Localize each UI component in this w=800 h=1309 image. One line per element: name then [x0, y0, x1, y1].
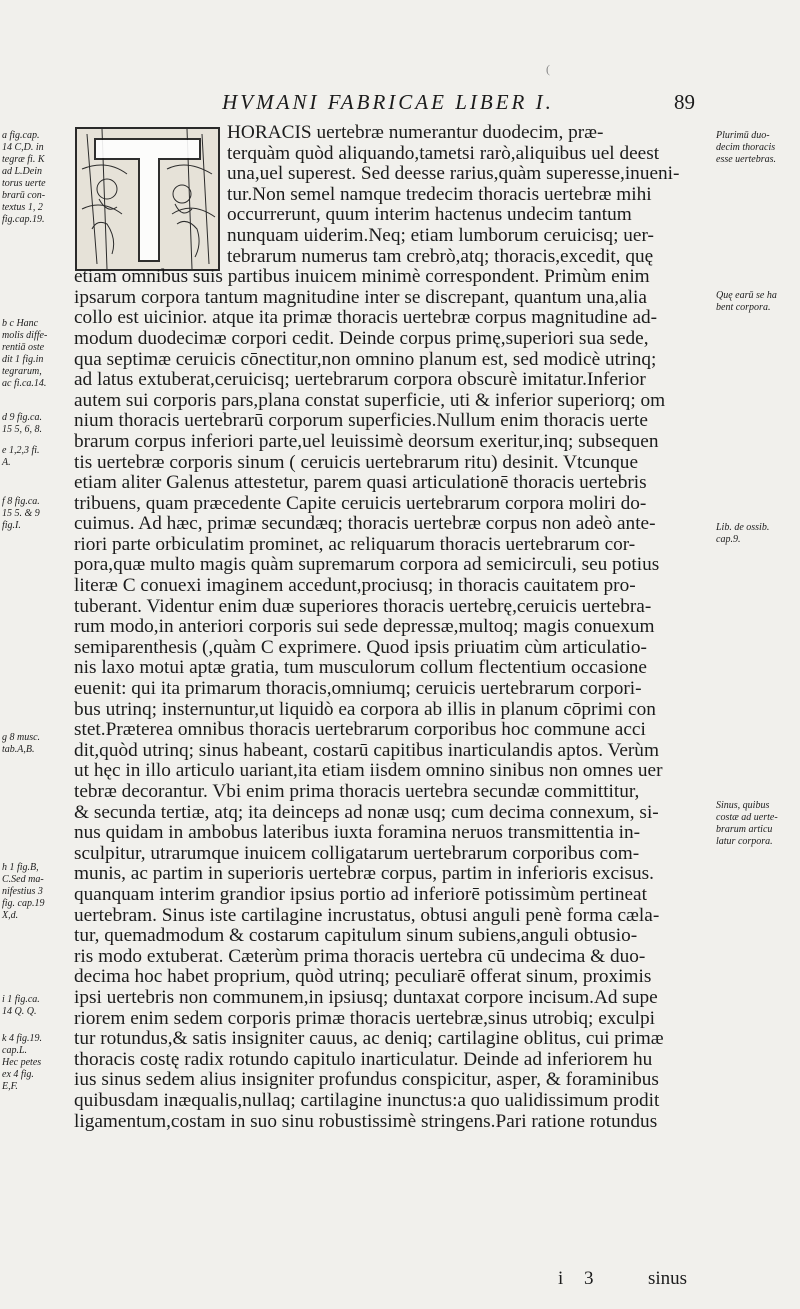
- marginal-note: [2, 862, 72, 922]
- marginal-note-line: tegræ fi. K: [2, 154, 45, 165]
- marginal-note-line: costæ ad uerte-: [716, 812, 778, 823]
- text-line: ligamentum,costam in suo sinu robustissimè stringens.Pari ratione rotundus: [74, 1111, 658, 1132]
- text-line: riori parte orbiculatim prominet, ac reliquarum thoracis uertebrarum cor-: [74, 534, 636, 555]
- marginal-note: [716, 522, 796, 546]
- text-line: brarum corpus inferiori parte,uel leuissimè deorsum exeritur,inq; subsequen: [74, 431, 659, 452]
- marginal-note-line: d 9 fig.ca.: [2, 412, 42, 423]
- text-line: qua septimæ ceruicis cōnectitur,non omnino planum est, sed modicè utrinq;: [74, 349, 657, 370]
- marginal-note-line: i 1 fig.ca.: [2, 994, 40, 1005]
- marginal-note-line: h 1 fig.B,: [2, 862, 39, 873]
- text-line: tur.Non semel namque tredecim thoracis uertebræ mihi: [227, 184, 652, 205]
- text-line: etiam aliter Galenus attestetur, parem quasi articulationē thoracis uertebris: [74, 473, 647, 494]
- text-line: thoracis costę radix rotundo capitulo inarticulatur. Deinde ad inferiorem hu: [74, 1049, 653, 1070]
- text-line: nium thoracis uertebrarū corporum superficies.Nullum enim thoracis uerte: [74, 411, 648, 432]
- marginal-note: [2, 732, 72, 756]
- marginal-note: [716, 290, 796, 314]
- marginal-note-line: molis diffe-: [2, 330, 48, 341]
- text-line: etiam omnibus suis partibus inuicem minimè correspondent. Primùm enim: [74, 267, 650, 288]
- marginal-note-line: X,d.: [2, 910, 19, 921]
- marginal-note-line: g 8 musc.: [2, 732, 41, 743]
- marginal-note-line: ad L.Dein: [2, 166, 42, 177]
- marginal-note: [2, 445, 72, 469]
- text-line: dit,quòd utrinq; sinus habeant, costarū capitibus inarticulandis aptos. Verùm: [74, 740, 659, 761]
- page-number: 89: [674, 90, 695, 114]
- marginal-note-line: 15 5. & 9: [2, 508, 40, 519]
- marginal-note-line: brarū con-: [2, 190, 46, 201]
- text-line: rum modo,in anteriori corporis sui sede depressæ,multoq; magis conuexum: [74, 617, 655, 638]
- text-line: semiparenthesis (,quàm C exprimere. Quod ipsis priuatim cùm articulatio-: [74, 637, 647, 658]
- text-line: stet.Præterea omnibus thoracis uertebrarum corporibus hoc commune acci: [74, 720, 646, 741]
- text-line: decima hoc habet proprium, quòd utrinq; peculiarē offerat sinum, proximis: [74, 967, 652, 988]
- text-line: tur rotundus,& satis insigniter cauus, ac deniq; cartilagine oblitus, cui primæ: [74, 1029, 664, 1050]
- marginal-note-line: fig.cap.19.: [2, 214, 45, 225]
- text-line: ut hęc in illo articulo uariant,ita etiam iisdem omnino sinibus non omnes uer: [74, 761, 663, 782]
- text-line: quibusdam inæqualis,nullaq; cartilagine inunctus:a quo ualidissimum prodit: [74, 1090, 660, 1111]
- marginal-note-line: Hec petes: [2, 1057, 42, 1068]
- marginal-note-line: Plurimū duo-: [716, 130, 770, 141]
- main-text: [74, 123, 710, 1132]
- marginal-note-line: ac fi.ca.14.: [2, 378, 47, 389]
- marginal-note-line: E,F.: [2, 1081, 18, 1092]
- text-line: HORACIS uertebræ numerantur duodecim, præ-: [227, 123, 604, 143]
- text-line: sculpitur, utrarumque inuicem colligatarum uertebrarum corporibus com-: [74, 843, 640, 864]
- marginal-note-line: rentiā oste: [2, 342, 45, 353]
- text-line: ad latus extuberat,ceruicisq; uertebrarum corpora obscurè imitatur.Inferior: [74, 370, 646, 391]
- text-line: ipsi uertebris non communem,in ipsiusq; duntaxat corpore incisum.Ad supe: [74, 987, 658, 1008]
- marginal-note-line: tegrarum,: [2, 366, 42, 377]
- text-line: cuimus. Ad hæc, primæ secundæq; thoracis uertebræ corpus non adeò ante-: [74, 514, 656, 535]
- text-line: tebrarum numerus tam crebrò,atq; thoracis,excedit, quę: [227, 246, 654, 267]
- marginal-note-line: brarum articu: [716, 824, 773, 835]
- text-line: nis laxo motui aptæ gratia, tum musculorum collum flectentium occasione: [74, 658, 647, 679]
- text-line: munis, ac partim in superioris uertebræ corpus, partim in inferioris excisus.: [74, 864, 654, 885]
- running-header: HVMANI FABRICAE LIBER I.: [222, 90, 554, 114]
- text-line: riorem enim sedem corporis primæ thoracis uertebræ,sinus utrobiq; exculpi: [74, 1008, 655, 1029]
- marginal-note-line: e 1,2,3 fi.: [2, 445, 40, 456]
- marginal-note-line: ex 4 fig.: [2, 1069, 34, 1080]
- marginal-note: [2, 412, 72, 436]
- marginal-note: [2, 994, 72, 1018]
- text-line: tribuens, quam præcedente Capite ceruicis uertebrarum corpora moliri do-: [74, 493, 647, 514]
- marginal-note-line: 14 Q. Q.: [2, 1006, 37, 1017]
- marginal-note-line: textus 1, 2: [2, 202, 43, 213]
- marginal-note-line: f 8 fig.ca.: [2, 496, 40, 507]
- text-line: tis uertebræ corporis sinum ( ceruicis uertebrarum ritu) desinit. Vtcunque: [74, 452, 639, 473]
- marginal-note-line: fig. cap.19: [2, 898, 45, 909]
- text-line: ipsarum corpora tantum magnitudine inter se discrepant, quantum una,alia: [74, 287, 647, 308]
- text-line: una,uel superest. Sed deesse rarius,quàm superesse,inueni-: [227, 164, 680, 185]
- text-line: collo est uicinior. atque ita primæ thoracis uertebræ corpus magnitudine ad-: [74, 308, 658, 329]
- marginal-note-line: bent corpora.: [716, 302, 771, 313]
- text-line: pora,quæ multo magis quàm supremarum corpora ad semicirculi, seu potius: [74, 555, 660, 576]
- marginal-note-line: Sinus, quibus: [716, 800, 770, 811]
- catchword: sinus: [648, 1268, 688, 1289]
- marginal-note-line: C.Sed ma-: [2, 874, 44, 885]
- marginal-note-line: a fig.cap.: [2, 130, 40, 141]
- text-line: tuberant. Videntur enim duæ superiores thoracis uertebrę,ceruicis uertebra-: [74, 596, 652, 617]
- marginal-note: [716, 800, 796, 848]
- text-line: nus quidam in ambobus lateribus iuxta foramina neruos transmittentia in-: [74, 823, 641, 844]
- marginal-note: [2, 496, 72, 532]
- marginal-note-line: tab.A,B.: [2, 744, 35, 755]
- stray-mark: (: [546, 62, 550, 76]
- text-line: euenit: qui ita primarum thoracis,omniumq; ceruicis uertebrarum corpori-: [74, 679, 642, 700]
- text-line: tur, quemadmodum & costarum capitulum sinum subiens,anguli obtusio-: [74, 926, 638, 947]
- marginal-note-line: nifestius 3: [2, 886, 43, 897]
- text-line: literæ C conuexi imaginem accedunt,prociusq; in thoracis cauitatem pro-: [74, 576, 636, 597]
- text-line: uertebram. Sinus iste cartilagine incrustatus, obtusi anguli penè forma cæla-: [74, 905, 660, 926]
- marginal-note-line: b c Hanc: [2, 318, 39, 329]
- marginal-note-line: latur corpora.: [716, 836, 773, 847]
- marginal-note-line: cap.9.: [716, 534, 741, 545]
- text-line: autem sui corporis pars,plana constat superficie, uti & inferior superiorq; om: [74, 390, 666, 411]
- marginal-note-line: Lib. de ossib.: [716, 522, 770, 533]
- text-line: nunquam uiderim.Neq; etiam lumborum ceruicisq; uer-: [227, 225, 654, 246]
- text-line: terquàm quòd aliquando,tametsi rarò,aliquibus uel deest: [227, 143, 660, 164]
- marginal-note-line: decim thoracis: [716, 142, 776, 153]
- marginal-note-line: fig.I.: [2, 520, 21, 531]
- text-line: ius sinus sedem alius insigniter profundus conspicitur, asper, & foraminibus: [74, 1070, 659, 1091]
- text-line: occurrerunt, quum interim hactenus undecim tantum: [227, 205, 632, 226]
- marginal-note: [2, 1033, 72, 1093]
- marginal-note: [2, 318, 72, 390]
- marginal-note-line: 14 C,D. in: [2, 142, 44, 153]
- marginal-note-line: esse uertebras.: [716, 154, 776, 165]
- marginal-note: [2, 130, 72, 226]
- marginal-note-line: k 4 fig.19.: [2, 1033, 42, 1044]
- text-line: bus utrinq; insternuntur,ut liquidò ea corpora ab illis in planum cōprimi con: [74, 699, 656, 720]
- marginal-note-line: 15 5, 6, 8.: [2, 424, 42, 435]
- text-line: & secunda tertiæ, atq; ita deinceps ad nonæ usq; cum decima connexum, si-: [74, 802, 659, 823]
- text-line: tebræ decorantur. Vbi enim prima thoracis uertebra secundæ committitur,: [74, 782, 640, 802]
- marginal-note: [716, 130, 796, 166]
- text-line: ris modo extuberat. Cæterùm prima thoracis uertebra cū undecima & duo-: [74, 946, 646, 967]
- signature-mark: i 3: [558, 1268, 602, 1289]
- text-line: modum duodecimæ corpori cedit. Deinde corpus primę,superiori sua sede,: [74, 328, 649, 349]
- marginal-note-line: A.: [2, 457, 11, 468]
- marginal-note-line: torus uerte: [2, 178, 46, 189]
- text-line: quanquam interim grandior ipsius portio ad inferiorē potissimùm pertineat: [74, 884, 647, 905]
- marginal-note-line: cap.L.: [2, 1045, 27, 1056]
- marginal-note-line: Quę earū se ha: [716, 290, 777, 301]
- marginal-note-line: dit 1 fig.in: [2, 354, 44, 365]
